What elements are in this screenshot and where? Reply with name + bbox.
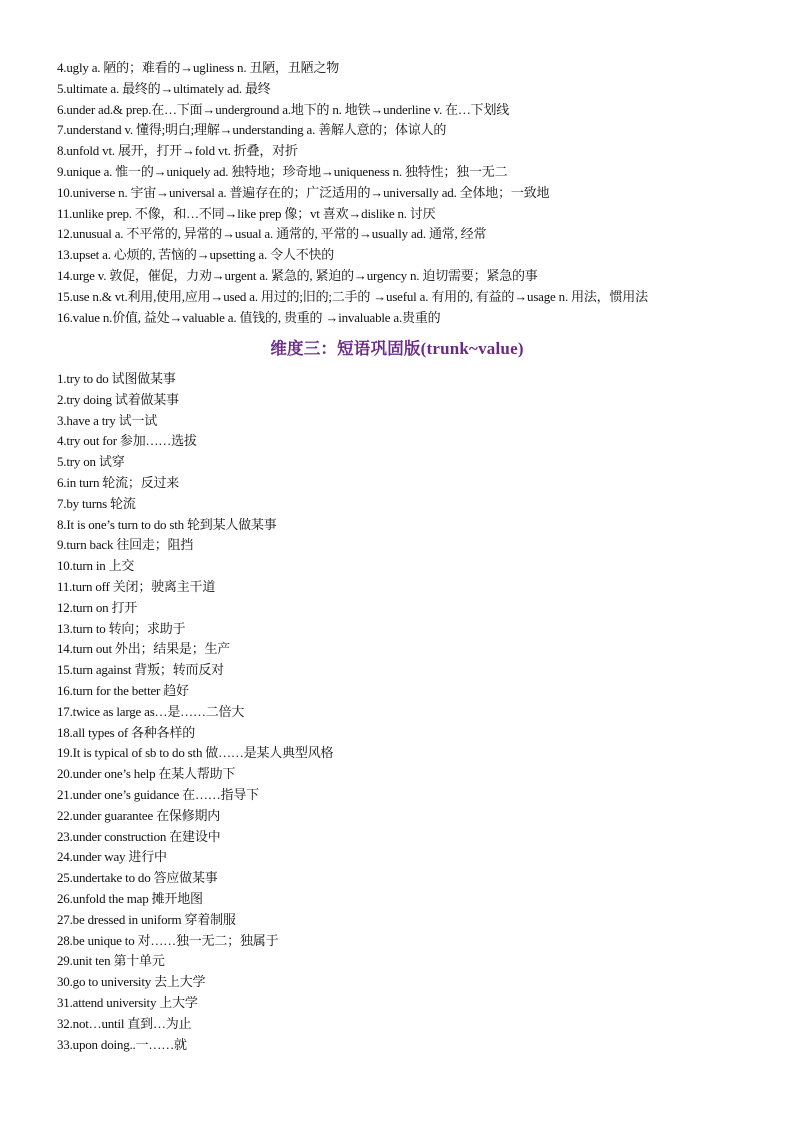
phrase-line: 21.under one’s guidance 在……指导下 <box>57 786 259 802</box>
phrase-line: 8.It is one’s turn to do sth 轮到某人做某事 <box>57 516 277 532</box>
phrase-line: 27.be dressed in uniform 穿着制服 <box>57 911 236 927</box>
phrase-line: 29.unit ten 第十单元 <box>57 953 165 969</box>
phrase-line: 23.under construction 在建设中 <box>57 828 221 844</box>
vocab-line: 11.unlike prep. 不像，和…不同→like prep 像；vt 喜欢→dislike n. 讨厌 <box>57 205 436 221</box>
vocab-line: 14.urge v. 敦促，催促，力劝→urgent a. 紧急的, 紧迫的→urgency n. 迫切需要；紧急的事 <box>57 267 538 283</box>
section-title-range: (trunk~value) <box>420 339 524 358</box>
vocab-line: 5.ultimate a. 最终的→ultimately ad. 最终 <box>57 80 271 96</box>
vocab-line: 12.unusual a. 不平常的, 异常的→usual a. 通常的, 平常的→usually ad. 通常, 经常 <box>57 226 487 242</box>
phrase-line: 30.go to university 去上大学 <box>57 974 206 990</box>
vocab-line: 10.universe n. 宇宙→universal a. 普遍存在的；广泛适用的→universally ad. 全体地；一致地 <box>57 184 550 200</box>
vocab-line: 6.under ad.& prep.在…下面→underground a.地下的 n. 地铁→underline v. 在…下划线 <box>57 101 510 117</box>
section-title-cn: 维度三：短语巩固版 <box>270 339 421 358</box>
vocab-line: 7.understand v. 懂得;明白;理解→understanding a. 善解人意的；体谅人的 <box>57 122 447 138</box>
vocab-line: 8.unfold vt. 展开，打开→fold vt. 折叠，对折 <box>57 143 298 159</box>
phrase-line: 7.by turns 轮流 <box>57 495 136 511</box>
phrase-line: 31.attend university 上大学 <box>57 994 198 1010</box>
phrase-line: 2.try doing 试着做某事 <box>57 391 179 407</box>
phrase-list <box>57 369 777 1055</box>
phrase-line: 3.have a try 试一试 <box>57 412 158 428</box>
phrase-line: 14.turn out 外出；结果是；生产 <box>57 641 231 657</box>
phrase-line: 12.turn on 打开 <box>57 599 138 615</box>
phrase-line: 13.turn to 转向；求助于 <box>57 620 186 636</box>
phrase-line: 9.turn back 往回走；阻挡 <box>57 537 194 553</box>
phrase-line: 20.under one’s help 在某人帮助下 <box>57 766 236 782</box>
vocab-line: 15.use n.& vt.利用,使用,应用→used a. 用过的;旧的;二手的 →useful a. 有用的, 有益的→usage n. 用法，惯用法 <box>57 288 648 304</box>
phrase-line: 6.in turn 轮流；反过来 <box>57 474 180 490</box>
vocab-line: 13.upset a. 心烦的, 苦恼的→upsetting a. 令人不快的 <box>57 247 335 263</box>
phrase-line: 22.under guarantee 在保修期内 <box>57 807 221 823</box>
vocabulary-list <box>57 58 777 328</box>
phrase-line: 25.undertake to do 答应做某事 <box>57 870 218 886</box>
phrase-line: 11.turn off 关闭；驶离主干道 <box>57 578 216 594</box>
phrase-line: 17.twice as large as…是……二倍大 <box>57 703 245 719</box>
phrase-line: 19.It is typical of sb to do sth 做……是某人典型风格 <box>57 745 334 761</box>
phrase-line: 32.not…until 直到…为止 <box>57 1015 192 1031</box>
phrase-line: 16.turn for the better 趋好 <box>57 682 189 698</box>
phrase-line: 15.turn against 背叛；转而反对 <box>57 662 224 678</box>
phrase-line: 4.try out for 参加……选拔 <box>57 433 197 449</box>
section-title <box>0 338 794 360</box>
vocab-line: 9.unique a. 惟一的→uniquely ad. 独特地；珍奇地→uniqueness n. 独特性；独一无二 <box>57 163 508 179</box>
phrase-line: 10.turn in 上交 <box>57 558 135 574</box>
phrase-line: 26.unfold the map 摊开地图 <box>57 890 203 906</box>
vocab-line: 4.ugly a. 陋的；难看的→ugliness n. 丑陋，丑陋之物 <box>57 60 340 75</box>
phrase-line: 5.try on 试穿 <box>57 454 125 470</box>
phrase-line: 28.be unique to 对……独一无二；独属于 <box>57 932 279 948</box>
phrase-line: 24.under way 进行中 <box>57 849 167 865</box>
phrase-line: 1.try to do 试图做某事 <box>57 371 176 386</box>
vocab-line: 16.value n.价值, 益处→valuable a. 值钱的, 贵重的 →invaluable a.贵重的 <box>57 309 441 325</box>
phrase-line: 18.all types of 各种各样的 <box>57 724 196 740</box>
phrase-line: 33.upon doing..一……就 <box>57 1036 187 1052</box>
